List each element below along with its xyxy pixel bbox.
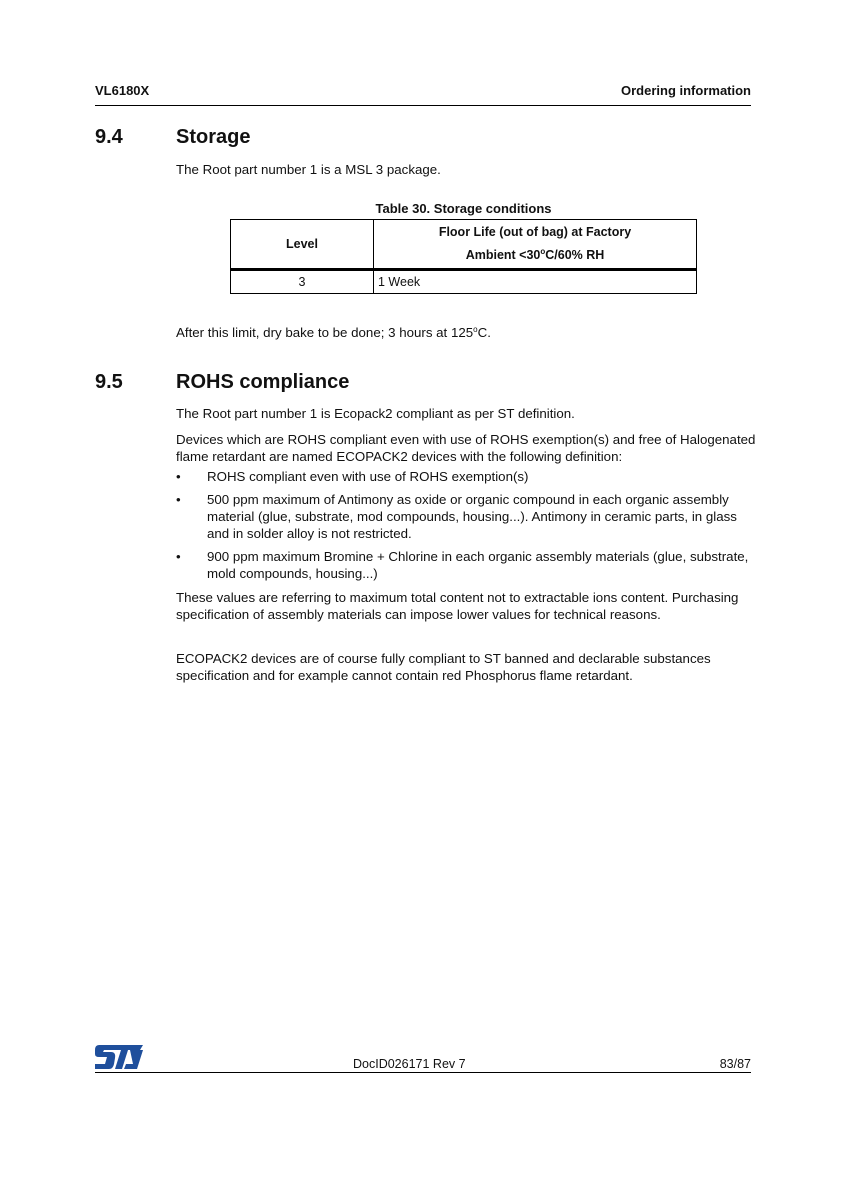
table-row xyxy=(231,270,697,294)
storage-table xyxy=(230,219,697,294)
degree-sup: o xyxy=(540,247,546,256)
rohs-bullet-list xyxy=(176,468,756,588)
ambient-unit: C/60% RH xyxy=(545,248,605,262)
header-floor-life xyxy=(374,220,697,270)
header-floor-life-line1: Floor Life (out of bag) at Factory xyxy=(438,225,632,239)
section-title: ROHS compliance xyxy=(176,371,350,393)
rohs-p3: These values are referring to maximum total content not to extractable ions content. Purchasing specification of assembly materials can impose lower values for technical reasons. xyxy=(176,590,739,622)
rohs-p4: ECOPACK2 devices are of course fully compliant to ST banned and declarable substances specification and for example cannot contain red Phosphorus flame retardant. xyxy=(176,651,711,683)
rohs-p2: Devices which are ROHS compliant even with use of ROHS exemption(s) and free of Halogenated flame retardant are named ECOPACK2 devices with the following definition: xyxy=(176,432,756,464)
table-header-row xyxy=(231,220,697,270)
bullet-icon: • xyxy=(176,549,181,564)
section-number: 9.4 xyxy=(95,126,123,148)
bake-note xyxy=(176,321,756,341)
page-number: 83/87 xyxy=(719,1057,751,1071)
st-logo-icon xyxy=(95,1045,143,1074)
section-title: Storage xyxy=(176,126,251,148)
section-number: 9.5 xyxy=(95,371,123,393)
bullet-icon: • xyxy=(176,492,181,507)
bake-text: After this limit, dry bake to be done; 3 hours at 125 xyxy=(176,325,474,340)
list-item-text: 500 ppm maximum of Antimony as oxide or organic compound in each organic assembly material (glue, substrate, mod compounds, housing...). Antimony in ceramic parts, in glass and in solder alloy is not restricted. xyxy=(207,492,737,541)
page-footer xyxy=(95,1045,751,1073)
list-item xyxy=(176,548,756,582)
table-caption: Table 30. Storage conditions xyxy=(375,201,552,216)
cell-floor-life: 1 Week xyxy=(374,270,697,294)
list-item-text: ROHS compliant even with use of ROHS exemption(s) xyxy=(207,469,529,484)
bake-degree: o xyxy=(473,325,478,334)
doc-id: DocID026171 Rev 7 xyxy=(353,1057,466,1071)
ambient-text: Ambient <30 xyxy=(465,248,541,262)
list-item xyxy=(176,468,756,485)
page-header xyxy=(95,83,751,106)
header-product: VL6180X xyxy=(95,83,150,98)
bake-unit: C. xyxy=(477,325,491,340)
bullet-icon: • xyxy=(176,469,181,484)
cell-level: 3 xyxy=(231,270,374,294)
list-item-text: 900 ppm maximum Bromine + Chlorine in each organic assembly materials (glue, substrate, mold compounds, housing...) xyxy=(207,549,749,581)
rohs-p1: The Root part number 1 is Ecopack2 compliant as per ST definition. xyxy=(176,406,575,421)
list-item xyxy=(176,491,756,542)
header-chapter: Ordering information xyxy=(621,83,751,98)
storage-intro: The Root part number 1 is a MSL 3 package. xyxy=(176,162,441,177)
header-level: Level xyxy=(231,220,374,270)
header-floor-life-line2 xyxy=(466,248,605,262)
